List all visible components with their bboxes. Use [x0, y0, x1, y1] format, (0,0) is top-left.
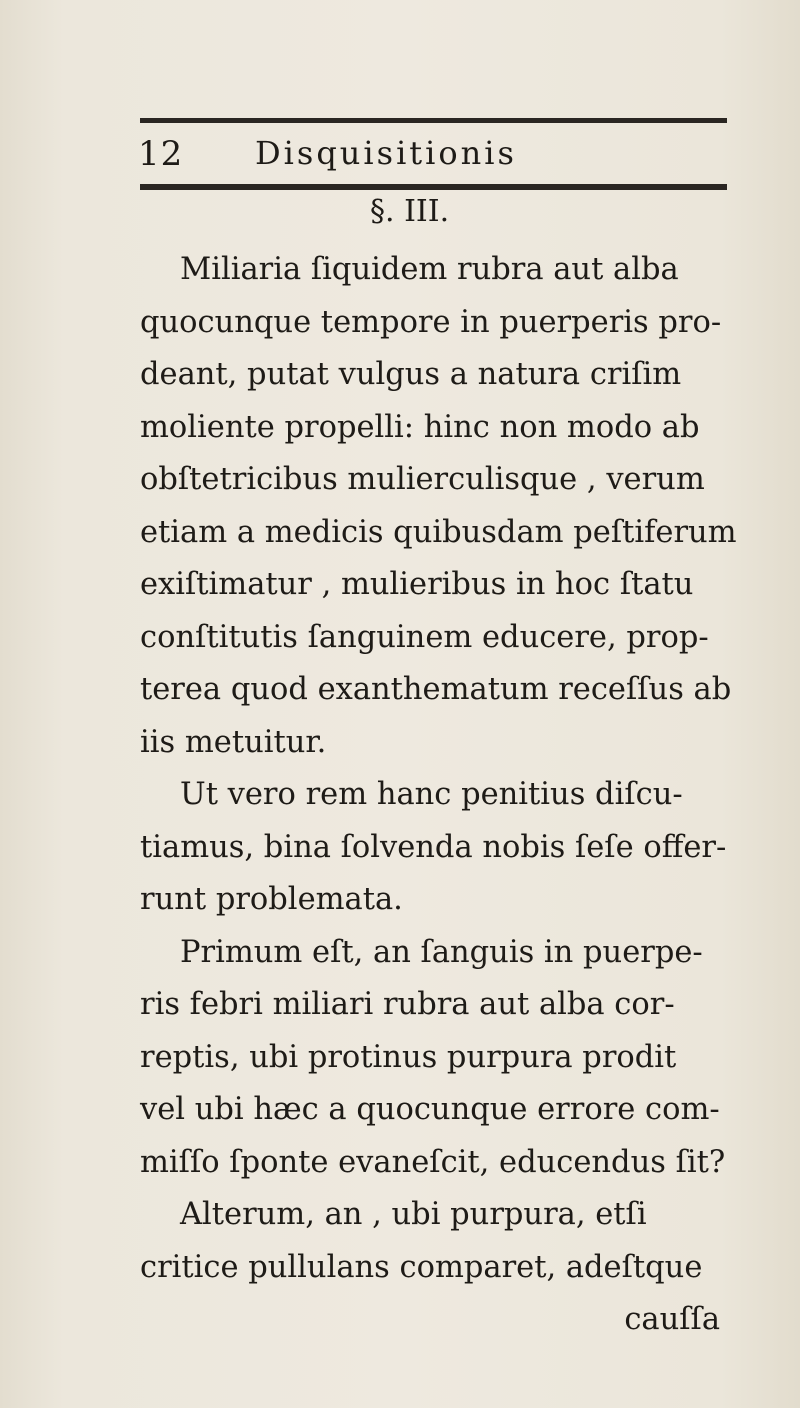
header-rule-bottom	[140, 184, 727, 190]
text-line: vel ubi hæc a quocunque errore com-	[140, 1092, 720, 1127]
text-line: conſtitutis ſanguinem educere, prop-	[140, 619, 709, 655]
text-line: terea quod exanthematum receſſus ab	[140, 672, 732, 707]
text-line: moliente propelli: hinc non modo ab	[140, 409, 700, 445]
text-line: critice pullulans comparet, adeſtque	[140, 1249, 703, 1285]
text-line: deant, putat vulgus a natura criſim	[140, 357, 682, 392]
page-header	[0, 124, 800, 182]
text-line: exiſtimatur , mulieribus in hoc ſtatu	[140, 567, 694, 602]
text-line: Miliaria ſiquidem rubra aut alba	[180, 252, 679, 287]
text-line: runt problemata.	[140, 882, 403, 917]
text-line: tiamus, bina ſolvenda nobis ſeſe offer-	[140, 829, 727, 865]
running-head: Disquisitionis	[255, 134, 517, 172]
text-line: miſſo ſponte evaneſcit, educendus ſit?	[140, 1144, 726, 1180]
text-line: Alterum, an , ubi purpura, etſi	[180, 1197, 647, 1232]
section-heading: §. III.	[370, 194, 450, 229]
text-line: etiam a medicis quibusdam peſtiferum	[140, 514, 737, 550]
header-rule-top	[140, 118, 727, 123]
text-line: ris febri miliari rubra aut alba cor-	[140, 987, 675, 1022]
text-line: Primum eſt, an ſanguis in puerpe-	[180, 934, 703, 970]
text-line: reptis, ubi protinus purpura prodit	[140, 1039, 677, 1075]
text-line: Ut vero rem hanc penitius diſcu-	[180, 777, 683, 812]
text-line: obſtetricibus mulierculisque , verum	[140, 462, 705, 497]
text-line: quocunque tempore in puerperis pro-	[140, 304, 722, 340]
text-line: iis metuitur.	[140, 724, 327, 760]
catchword: cauſſa	[624, 1302, 720, 1337]
body-text	[140, 244, 740, 1347]
page-number: 12	[138, 134, 184, 174]
